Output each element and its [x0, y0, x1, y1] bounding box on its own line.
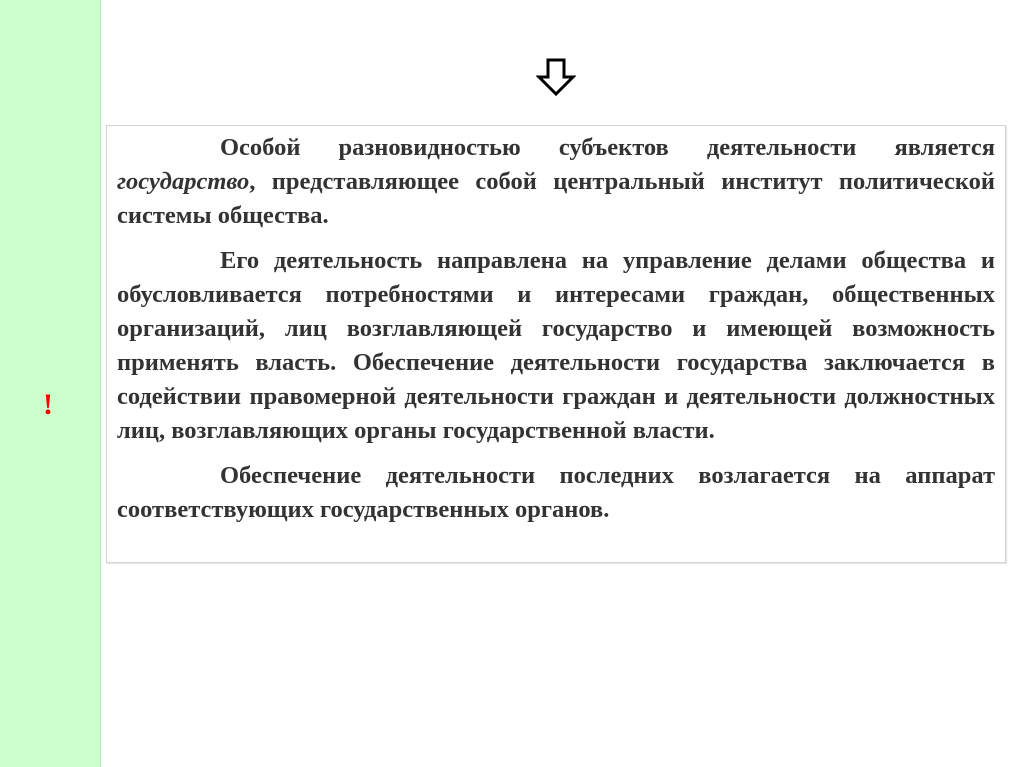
exclamation-marker: ! — [43, 388, 53, 421]
paragraph-1-lead: Особой разновидностью субъектов деятельности является — [220, 134, 995, 161]
paragraph-1-rest: , представляющее собой центральный институт политической системы общества. — [117, 168, 995, 229]
paragraph-2: Его деятельность направлена на управление делами общества и обусловливается потребностями и интересами граждан, общественных организаций, лиц возглавляющей государство и имеющей возможность применять власть. Обеспечение деятельности государства заключается в содействии правомерной деятельности граждан и деятельности должностных лиц, возглавляющих органы государственной власти. — [117, 247, 995, 444]
down-arrow-icon — [536, 58, 576, 96]
paragraph-3: Обеспечение деятельности последних возлагается на аппарат соответствующих государственных органов. — [117, 462, 995, 523]
paragraph-1 — [117, 131, 995, 233]
left-sidebar-stripe — [0, 0, 101, 767]
main-text-box — [106, 125, 1006, 563]
paragraph-1-emphasis: государство — [117, 168, 250, 195]
